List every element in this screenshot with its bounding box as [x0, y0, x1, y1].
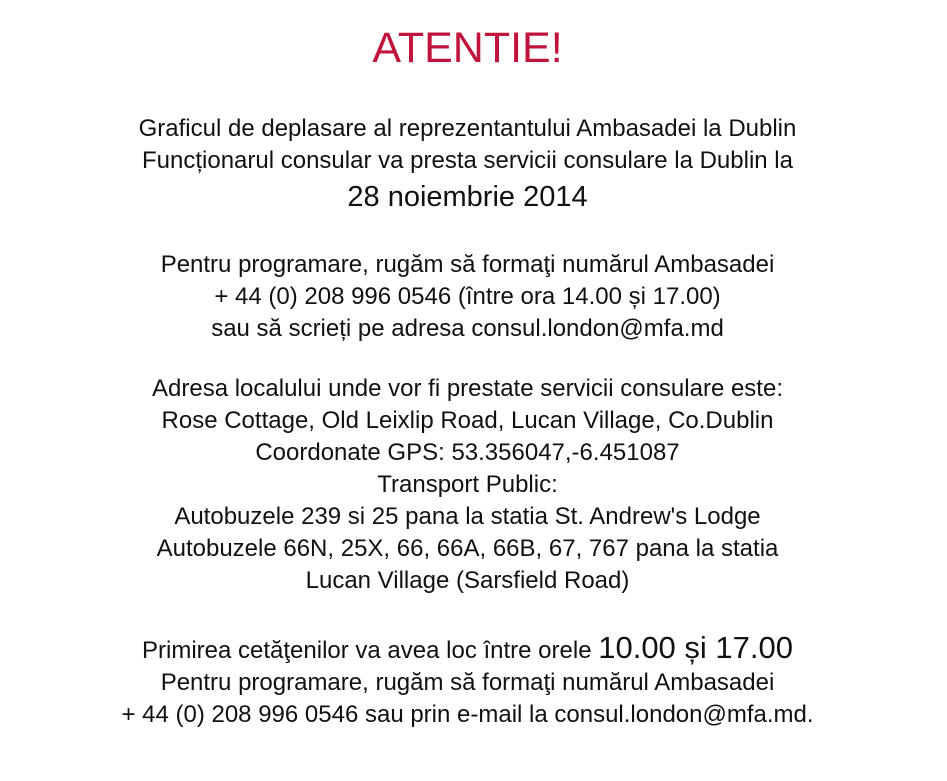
location-gps: Coordonate GPS: 53.356047,-6.451087 — [255, 439, 680, 466]
appointment-email: sau să scrieți pe adresa consul.london@mfa.md — [211, 315, 724, 342]
reception-prefix: Primirea cetăţenilor va avea loc între orele — [142, 637, 599, 664]
transport-bus-2: Autobuzele 66N, 25X, 66, 66A, 66B, 67, 767 pana la statia — [156, 535, 779, 562]
appointment-section — [0, 249, 935, 345]
schedule-line-1: Graficul de deplasare al reprezentantului Ambasadei la Dublin — [138, 115, 797, 142]
appointment-phone: + 44 (0) 208 996 0546 (între ora 14.00 și 17.00) — [214, 283, 721, 310]
appointment-line-1: Pentru programare, rugăm să formaţi numărul Ambasadei — [160, 251, 775, 278]
reception-hours: 10.00 și 17.00 — [598, 630, 793, 665]
reception-line-3: + 44 (0) 208 996 0546 sau prin e-mail la consul.london@mfa.md. — [121, 701, 814, 728]
page-title: ATENTIE! — [372, 24, 563, 72]
location-address: Rose Cottage, Old Leixlip Road, Lucan Village, Co.Dublin — [161, 407, 774, 434]
location-section — [0, 373, 935, 597]
transport-heading: Transport Public: — [377, 471, 558, 498]
schedule-line-2: Funcționarul consular va presta servicii consulare la Dublin la — [142, 147, 793, 174]
reception-line-2: Pentru programare, rugăm să formaţi numărul Ambasadei — [160, 669, 775, 696]
reception-hours-line — [0, 632, 935, 667]
schedule-section — [0, 113, 935, 217]
schedule-date: 28 noiembrie 2014 — [347, 181, 588, 213]
location-intro: Adresa localului unde vor fi prestate servicii consulare este: — [152, 375, 783, 402]
reception-section — [0, 632, 935, 731]
transport-bus-2-stop: Lucan Village (Sarsfield Road) — [305, 567, 630, 594]
transport-bus-1: Autobuzele 239 si 25 pana la statia St. Andrew's Lodge — [174, 503, 761, 530]
